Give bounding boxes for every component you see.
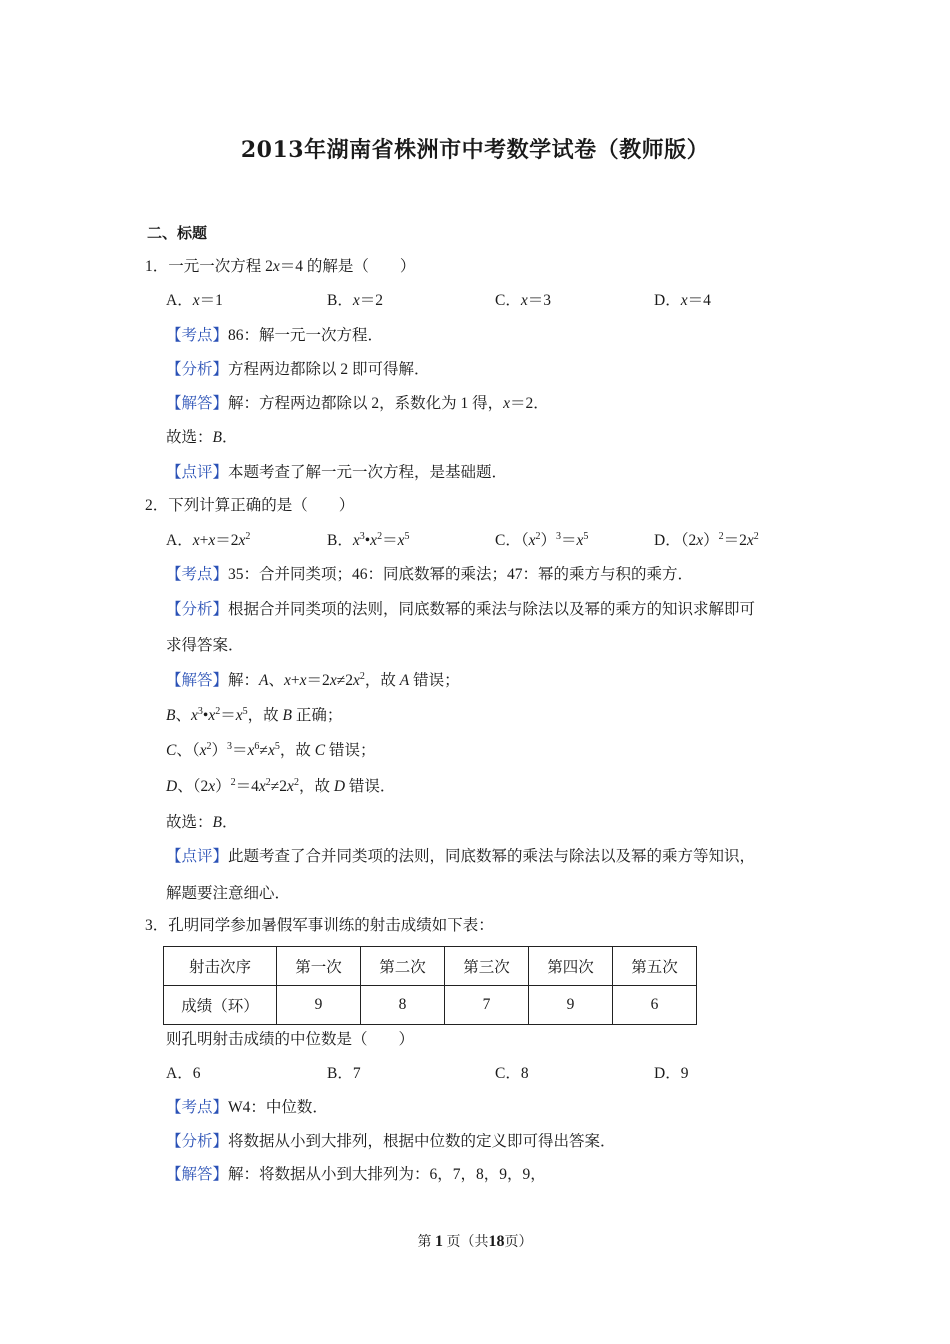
q2-answer: 故选：B． [166,814,238,831]
kaodian-tag: 【考点】 [166,566,229,583]
table-cell: 8 [361,986,445,1025]
q3-question: 则孔明射击成绩的中位数是（ ） [166,1031,415,1048]
kaodian-tag: 【考点】 [166,327,229,344]
jieda-tag: 【解答】 [166,672,229,689]
document-title: 2013年湖南省株洲市中考数学试卷（教师版） [240,137,710,163]
q2-kaodian: 【考点】35：合并同类项；46：同底数幂的乘法；47：幂的乘方与积的乘方． [166,566,694,583]
table-header-row [164,947,697,986]
q2-jieda-d: D、$(2x)^2=4x^2\ne 2x^2$，故 D 错误． [166,777,396,795]
fenxi-tag: 【分析】 [166,361,229,378]
page-number: 1 [435,1233,443,1250]
q2-jieda-b: B、$x^3•x^2=x^5$，故 B 正确； [166,706,343,724]
q2-jieda-a: 【解答】解：A、$x+x=2x\ne 2x^2$，故 A 错误； [166,671,460,689]
q1-fenxi: 【分析】方程两边都除以 2 即可得解． [166,361,430,378]
total-pages: 18 [488,1233,505,1250]
q1-option-c: C．x＝3 [495,292,551,309]
jieda-tag: 【解答】 [166,1166,229,1183]
table-cell: 9 [529,986,613,1025]
q1-jieda: 【解答】解：方程两边都除以 2，系数化为 1 得，x＝2． [166,395,549,412]
q2-option-b: B．$x^3•x^2=x^5$ [327,531,410,549]
q1-dianping: 【点评】本题考查了解一元一次方程，是基础题． [166,464,508,481]
q3-kaodian: 【考点】W4：中位数． [166,1099,328,1116]
q3-option-c: C．8 [495,1065,529,1082]
table-header-cell: 第四次 [529,947,613,986]
fenxi-tag: 【分析】 [166,1133,229,1150]
q2-stem: 2．下列计算正确的是（ ） [145,497,355,514]
table-header-cell: 第一次 [277,947,361,986]
section-heading: 二、标题 [147,226,208,242]
table-cell: 成绩（环） [164,986,277,1025]
kaodian-tag: 【考点】 [166,1099,229,1116]
q2-dianping: 【点评】此题考查了合并同类项的法则，同底数幂的乘法与除法以及幂的乘方等知识， [166,848,756,865]
q2-fenxi-cont: 求得答案． [166,637,244,654]
q2-jieda-c: C、$(x^2)^3=x^6\ne x^5$，故 C 错误； [166,741,376,759]
table-header-cell: 第二次 [361,947,445,986]
score-table [163,946,697,1025]
q3-option-d: D．9 [654,1065,689,1082]
table-header-cell: 第五次 [613,947,697,986]
q2-fenxi: 【分析】根据合并同类项的法则，同底数幂的乘法与除法以及幂的乘方的知识求解即可 [166,601,756,618]
q3-fenxi: 【分析】将数据从小到大排列，根据中位数的定义即可得出答案． [166,1133,616,1150]
q1-answer: 故选：B． [166,429,238,446]
q1-option-a: A．x＝1 [166,292,223,309]
table-row [164,986,697,1025]
q1-option-b: B．x＝2 [327,292,383,309]
jieda-tag: 【解答】 [166,395,229,412]
q3-option-a: A．6 [166,1065,201,1082]
table-header-cell: 射击次序 [164,947,277,986]
table-cell: 9 [277,986,361,1025]
q3-option-b: B．7 [327,1065,361,1082]
dianping-tag: 【点评】 [166,464,229,481]
q2-dianping-cont: 解题要注意细心． [166,885,291,902]
q3-stem: 3．孔明同学参加暑假军事训练的射击成绩如下表： [145,917,494,934]
q2-option-c: C．$(x^2)^3=x^5$ [495,531,589,549]
q2-option-d: D．$(2x)^2=2x^2$ [654,531,759,549]
dianping-tag: 【点评】 [166,848,229,865]
q1-kaodian: 【考点】86：解一元一次方程． [166,327,384,344]
table-cell: 7 [445,986,529,1025]
table-header-cell: 第三次 [445,947,529,986]
page-footer: 第 1 页（共18页） [417,1233,533,1250]
q3-jieda: 【解答】解：将数据从小到大排列为：6，7，8，9，9， [166,1166,546,1183]
fenxi-tag: 【分析】 [166,601,229,618]
q2-option-a: A．$x+x=2x^2$ [166,531,251,549]
q1-stem: 1．一元一次方程 2x＝4 的解是（ ） [145,258,416,275]
table-cell: 6 [613,986,697,1025]
q1-option-d: D．x＝4 [654,292,711,309]
